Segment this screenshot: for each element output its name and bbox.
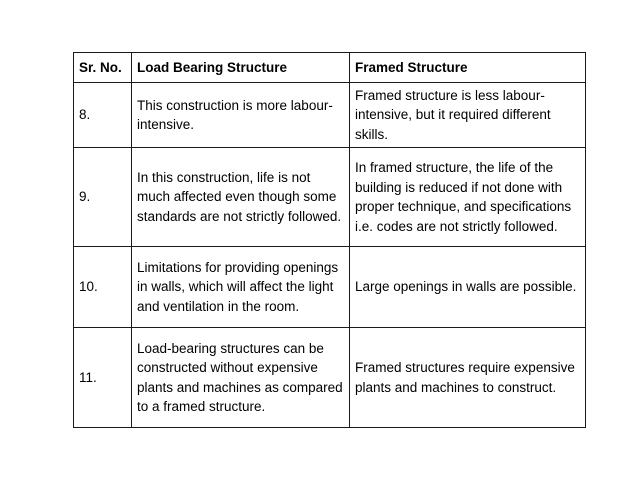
framed-cell: Large openings in walls are possible. [350,247,586,328]
load-bearing-cell: Load-bearing structures can be constructed without expensive plants and machines as compared to a framed structure. [132,328,350,428]
table-row [74,148,586,247]
load-bearing-cell: This construction is more labour-intensive. [132,83,350,148]
table-row [74,83,586,148]
header-framed-structure: Framed Structure [350,53,586,83]
framed-cell: Framed structures require expensive plants and machines to construct. [350,328,586,428]
table-row [74,328,586,428]
row-number: 8. [74,83,132,148]
table-row [74,247,586,328]
table-header-row [74,53,586,83]
row-number: 10. [74,247,132,328]
header-sr-no: Sr. No. [74,53,132,83]
framed-cell: In framed structure, the life of the building is reduced if not done with proper technique, and specifications i.e. codes are not strictly followed. [350,148,586,247]
comparison-table [73,52,586,428]
row-number: 11. [74,328,132,428]
row-number: 9. [74,148,132,247]
header-load-bearing-structure: Load Bearing Structure [132,53,350,83]
load-bearing-cell: In this construction, life is not much affected even though some standards are not strictly followed. [132,148,350,247]
load-bearing-cell: Limitations for providing openings in walls, which will affect the light and ventilation in the room. [132,247,350,328]
framed-cell: Framed structure is less labour-intensive, but it required different skills. [350,83,586,148]
